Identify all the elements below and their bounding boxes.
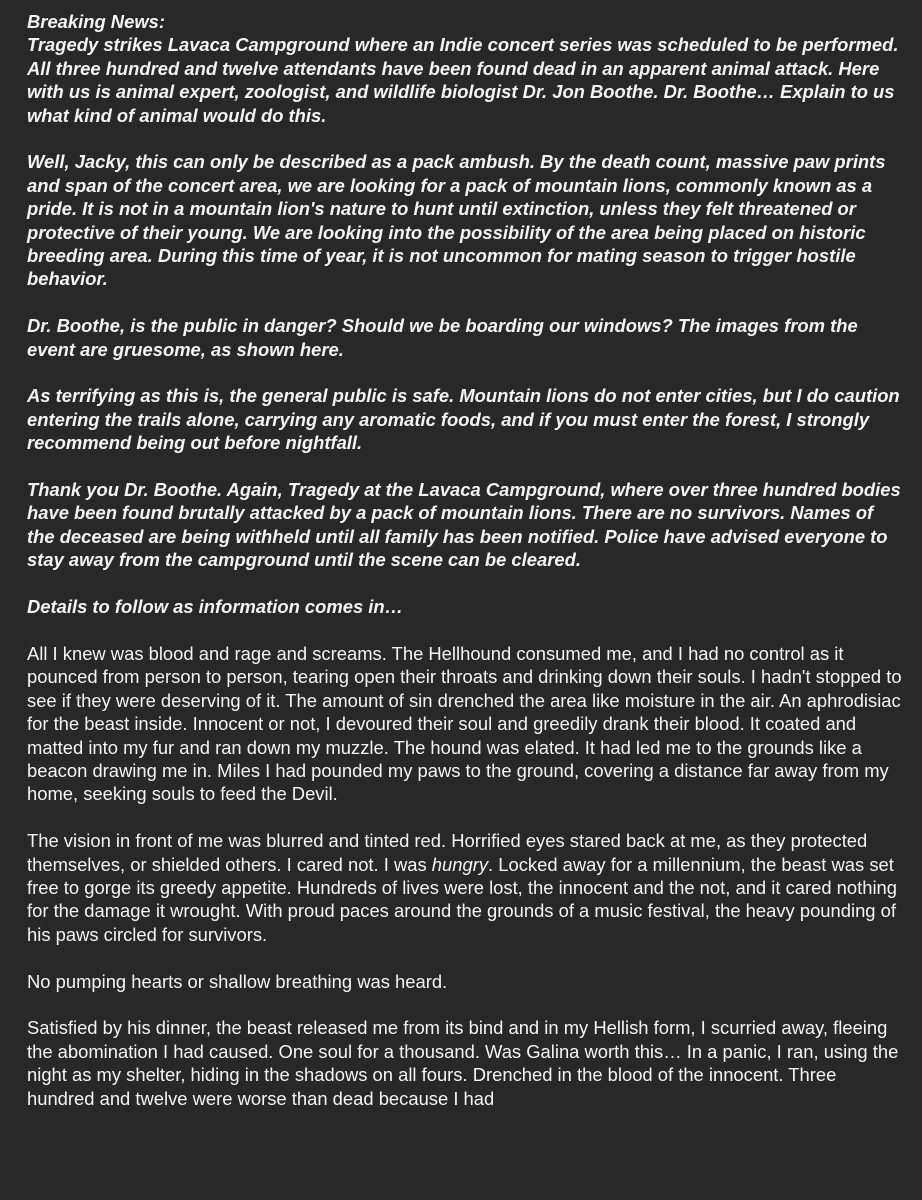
story-text xyxy=(27,642,905,1110)
story-paragraph-2-start: The vision in front of me was blurred and tinted red. Horrified eyes stared back at me, as they protected themselves, or shielded others. I cared not. I was xyxy=(27,830,868,875)
story-paragraph-1: All I knew was blood and rage and screams. The Hellhound consumed me, and I had no control as it pounced from person to person, tearing open their throats and drinking down their souls. I hadn't stopped to see if they were deserving of it. The amount of sin drenched the area like moisture in the air. An aphrodisiac for the beast inside. Innocent or not, I devoured their soul and greedily drank their blood. It coated and matted into my fur and ran down my muzzle. The hound was elated. It had led me to the grounds like a beacon drawing me in. Miles I had pounded my paws to the ground, covering a distance far away from my home, seeking souls to feed the Devil. xyxy=(27,642,902,805)
news-paragraph-expert-answer: Well, Jacky, this can only be described as a pack ambush. By the death count, massive paw prints and span of the concert area, we are looking for a pack of mountain lions, commonly known as a pride. It is not in a mountain lion's nature to hunt until extinction, unless they felt threatened or protective of their young. We are looking into the possibility of the area being placed on historic breeding area. During this time of year, it is not uncommon for mating season to trigger hostile behavior. xyxy=(27,151,886,290)
story-emphasis-hungry: hungry xyxy=(431,853,489,875)
news-transcript xyxy=(27,10,905,618)
news-paragraph-safety-answer: As terrifying as this is, the general public is safe. Mountain lions do not enter cities, but I do caution entering the trails alone, carrying any aromatic foods, and if you must enter the forest, I strongly recommend being out before nightfall. xyxy=(27,385,900,454)
story-paragraph-3: No pumping hearts or shallow breathing was heard. xyxy=(27,970,448,992)
story-paragraph-4: Satisfied by his dinner, the beast released me from its bind and in my Hellish form, I scurried away, fleeing the abomination I had caused. One soul for a thousand. Was Galina worth this… In a panic, I ran, using the night as my shelter, hiding in the shadows on all fours. Drenched in the blood of the innocent. Three hundred and twelve were worse than dead because I had xyxy=(27,1017,899,1109)
news-paragraph-details: Details to follow as information comes in… xyxy=(27,596,404,618)
news-paragraph-intro: Tragedy strikes Lavaca Campground where an Indie concert series was scheduled to be performed. All three hundred and twelve attendants have been found dead in an apparent animal attack. Here with us is animal expert, zoologist, and wildlife biologist Dr. Jon Boothe. Dr. Boothe… Explain to us what kind of animal would do this. xyxy=(27,34,899,126)
news-headline: Breaking News: xyxy=(27,11,165,32)
story-paragraph-2 xyxy=(27,829,905,946)
story-paragraph-2-end: . Locked away for a millennium, the beast was set free to gorge its greedy appetite. Hundreds of lives were lost, the innocent and the not, and it cared nothing for the damage it wrought. With proud paces around the grounds of a music festival, the heavy pounding of his paws circled for survivors. xyxy=(27,853,898,945)
news-paragraph-recap: Thank you Dr. Boothe. Again, Tragedy at the Lavaca Campground, where over three hundred bodies have been found brutally attacked by a pack of mountain lions. There are no survivors. Names of the deceased are being withheld until all family has been notified. Police have advised everyone to stay away from the campground until the scene can be cleared. xyxy=(27,479,901,571)
document-page xyxy=(27,10,905,1133)
news-paragraph-danger-question: Dr. Boothe, is the public in danger? Should we be boarding our windows? The images from the event are gruesome, as shown here. xyxy=(27,315,858,360)
